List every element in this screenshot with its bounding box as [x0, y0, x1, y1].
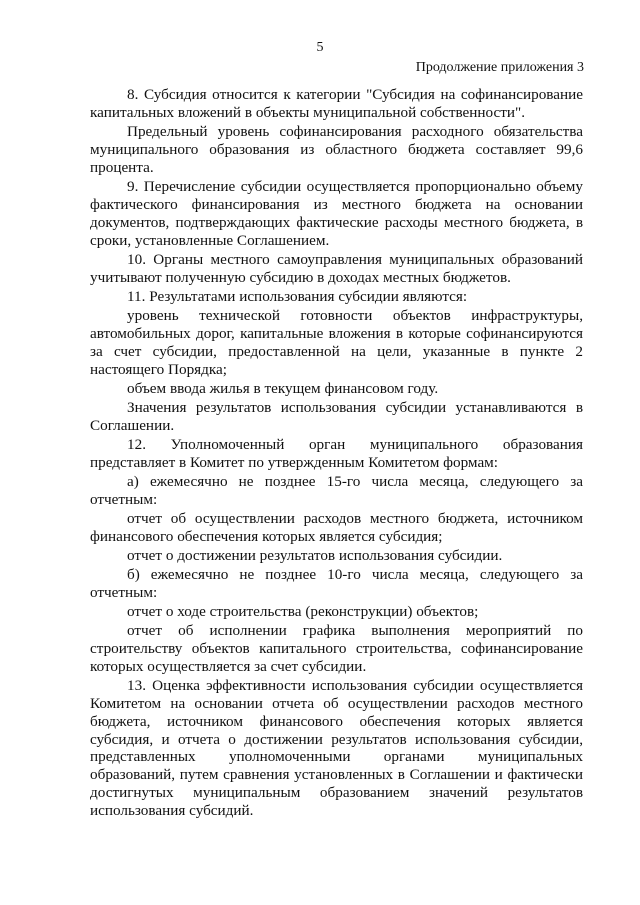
- paragraph-12a-results-report: отчет о достижении результатов использования субсидии.: [127, 546, 503, 564]
- paragraph-10-local-budgets: 10. Органы местного самоуправления муниципальных образований учитывают полученную субсидию в доходах местных бюджетов.: [90, 250, 583, 286]
- paragraph-8-subsidy-category: 8. Субсидия относится к категории "Субсидия на софинансирование капитальных вложений в объекты муниципальной собственности".: [90, 86, 583, 121]
- paragraph-cofinancing-level: Предельный уровень софинансирования расходного обязательства муниципального образования из областного бюджета составляет 99,6 процента.: [90, 123, 583, 176]
- continuation-note: Продолжение приложения 3: [415, 60, 584, 75]
- page-number: 5: [316, 40, 324, 55]
- paragraph-12a-monthly: а) ежемесячно не позднее 15-го числа месяца, следующего за отчетным:: [90, 472, 583, 508]
- paragraph-11-result-housing: объем ввода жилья в текущем финансовом году.: [127, 379, 439, 397]
- paragraph-11-results-intro: 11. Результатами использования субсидии являются:: [127, 287, 468, 305]
- paragraph-9-transfer: 9. Перечисление субсидии осуществляется пропорционально объему фактического финансирования из местного бюджета на основании документов, подтверждающих фактические расходы местного бюджета, в сроки, установленные Соглашением.: [90, 177, 583, 249]
- document-body: [90, 86, 583, 820]
- paragraph-12-reporting: 12. Уполномоченный орган муниципального образования представляет в Комитет по утвержденным Комитетом формам:: [90, 435, 583, 471]
- paragraph-12b-construction-report: отчет о ходе строительства (реконструкции) объектов;: [127, 602, 479, 620]
- paragraph-11-result-readiness: уровень технической готовности объектов инфраструктуры, автомобильных дорог, капитальные вложения в которые софинансируются за счет субсидии, предоставленной на цели, указанные в пункте 2 настоящего Порядка;: [90, 306, 583, 378]
- paragraph-13-efficiency: 13. Оценка эффективности использования субсидии осуществляется Комитетом на основании отчета об осуществлении расходов местного бюджета, источником финансового обеспечения которых является субсидия, и отчета о достижении результатов использования субсидии, представленных уполномоченными органами муниципальных образований, путем сравнения установленных в Соглашении и фактически достигнутых муниципальным образованием значений результатов использования субсидий.: [90, 676, 583, 820]
- paragraph-12b-monthly: б) ежемесячно не позднее 10-го числа месяца, следующего за отчетным:: [90, 565, 583, 601]
- paragraph-results-values: Значения результатов использования субсидии устанавливаются в Соглашении.: [90, 398, 583, 434]
- paragraph-12b-schedule-report: отчет об исполнении графика выполнения мероприятий по строительству объектов капитального строительства, софинансирование которых осуществляется за счет субсидии.: [90, 621, 583, 675]
- paragraph-12a-expenses-report: отчет об осуществлении расходов местного бюджета, источником финансового обеспечения которых является субсидия;: [90, 509, 583, 545]
